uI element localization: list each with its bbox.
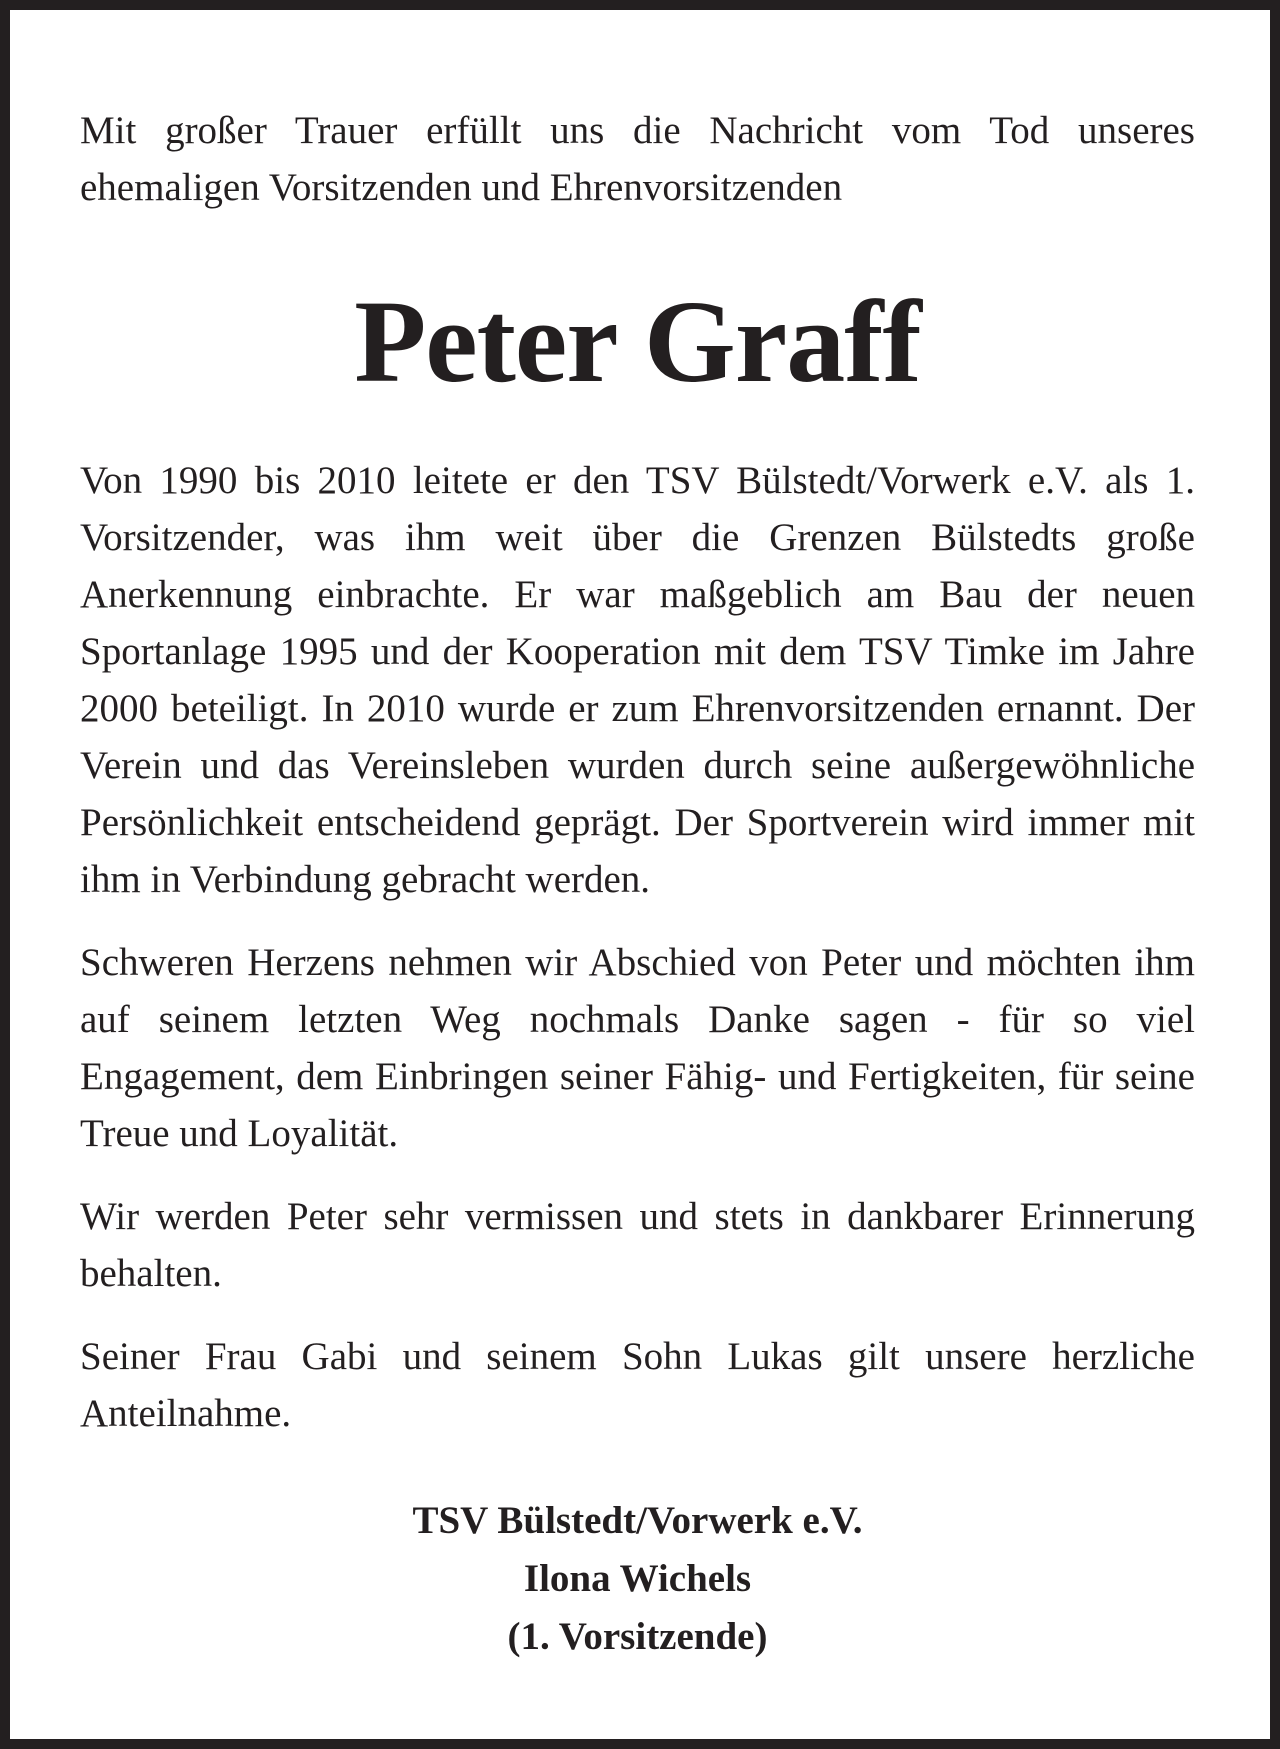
signature-role: (1. Vorsitzende) (507, 1615, 768, 1658)
body-paragraph-tenure: Von 1990 bis 2010 leitete er den TSV Bülstedt/Vorwerk e.V. als 1. Vorsitzender, was ihm weit über die Grenzen Bülstedts große Anerkennung einbrachte. Er war maßgeblich am Bau der neuen Sportanlage 1995 und der Kooperation mit dem TSV Timke im Jahre 2000 beteiligt. In 2010 wurde er zum Ehrenvorsitzenden ernannt. Der Verein und das Vereinsleben wurden durch seine außergewöhnliche Persönlichkeit entscheidend geprägt. Der Sportverein wird immer mit ihm in Verbindung gebracht werden. (80, 459, 1195, 901)
body-paragraph-remembrance: Wir werden Peter sehr vermissen und stets in dankbarer Erinnerung behalten. (80, 1195, 1195, 1295)
signature-organization: TSV Bülstedt/Vorwerk e.V. (412, 1499, 863, 1542)
body-paragraph-condolences: Seiner Frau Gabi und seinem Sohn Lukas gilt unsere herzliche Anteilnahme. (80, 1335, 1195, 1435)
signature-person: Ilona Wichels (523, 1557, 752, 1600)
body-paragraph-farewell: Schweren Herzens nehmen wir Abschied von Peter und möchten ihm auf seinem letzten Weg nochmals Danke sagen - für so viel Engagement, dem Einbringen seiner Fähig- und Fertigkeiten, für seine Treue und Loyalität. (80, 941, 1195, 1155)
deceased-name: Peter Graff (354, 276, 921, 407)
intro-text: Mit großer Trauer erfüllt uns die Nachricht vom Tod unseres ehemaligen Vorsitzenden und Ehrenvorsitzenden (80, 109, 1195, 209)
signature-block (80, 1492, 1195, 1666)
